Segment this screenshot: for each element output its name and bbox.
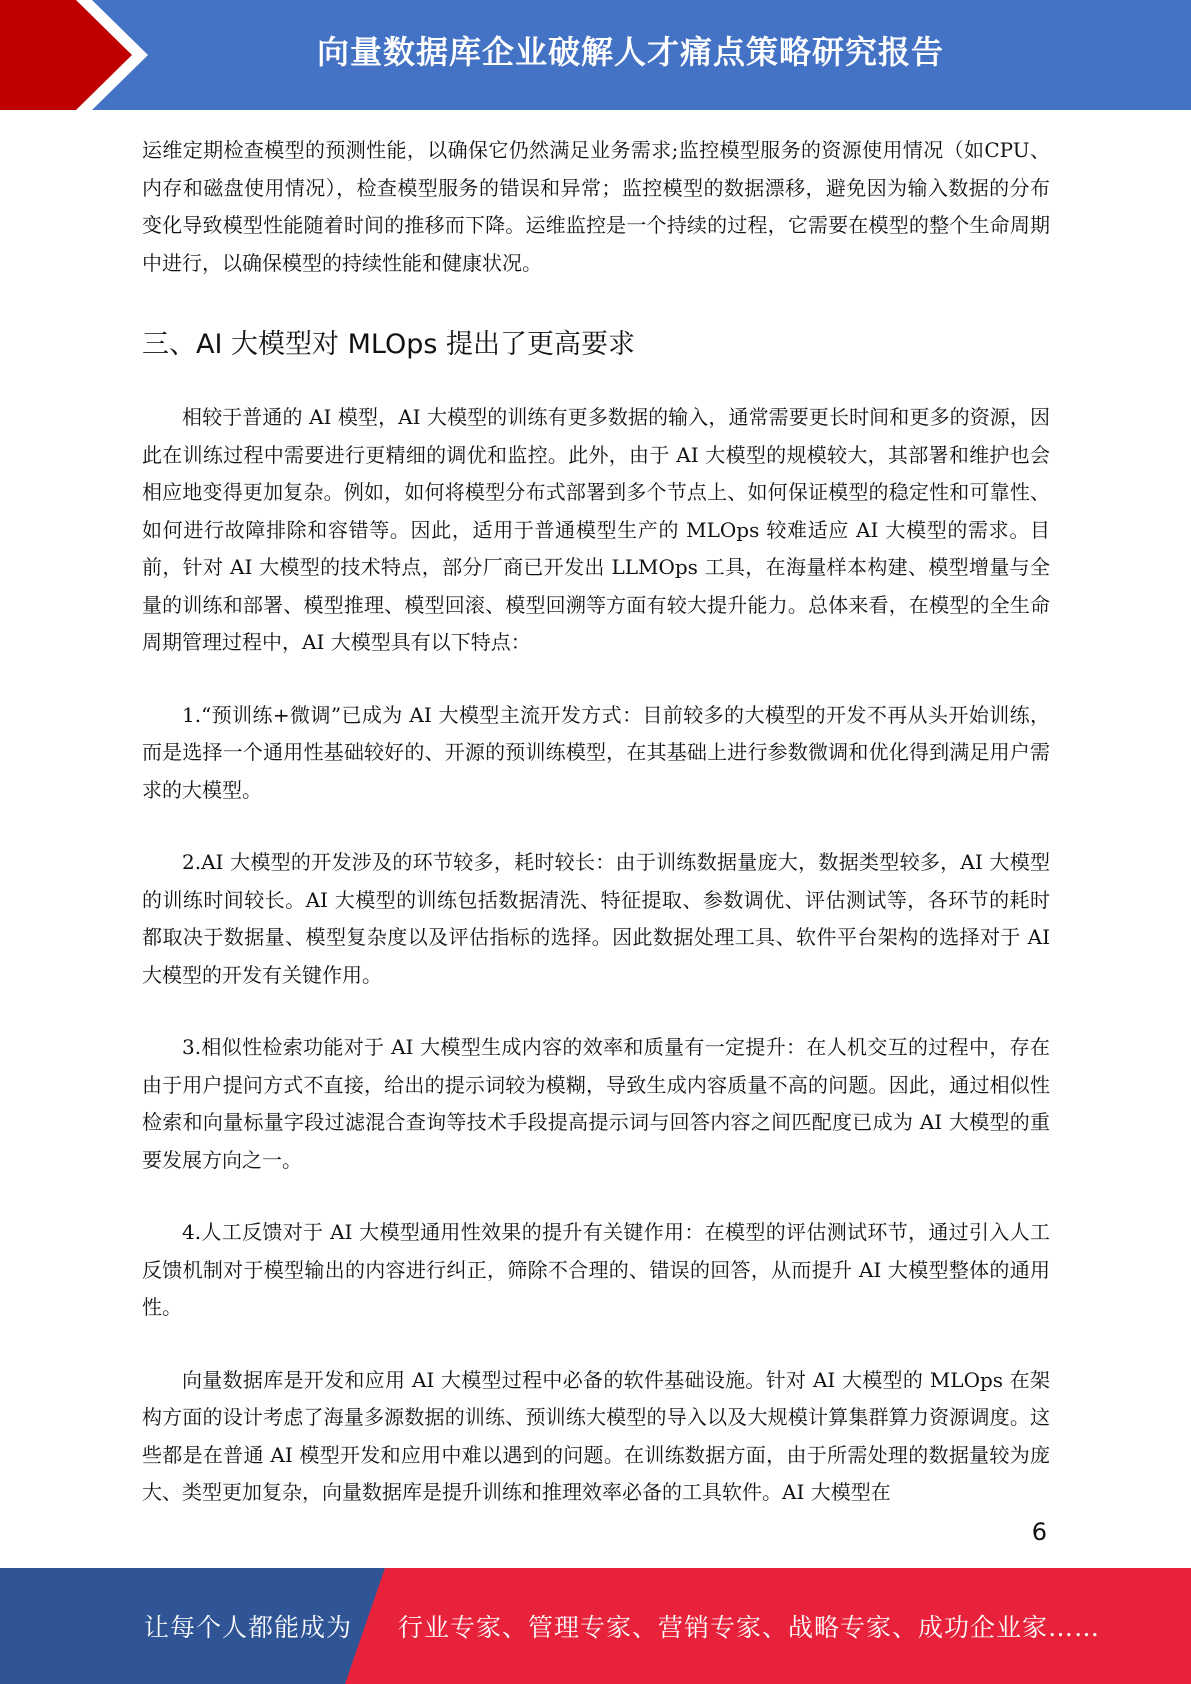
- report-title: 向量数据库企业破解人才痛点策略研究报告: [316, 33, 944, 71]
- section-heading: 三、AI 大模型对 MLOps 提出了更高要求: [142, 329, 636, 360]
- paragraph-point-4: 4.人工反馈对于 AI 大模型通用性效果的提升有关键作用：在模型的评估测试环节，通过引入人工反馈机制对于模型输出的内容进行纠正，筛除不合理的、错误的回答，从而提升 AI 大模型整体的通用性。: [142, 1220, 1050, 1319]
- page-footer: [0, 1568, 1191, 1684]
- footer-slogan-right: 行业专家、管理专家、营销专家、战略专家、成功企业家……: [398, 1613, 1101, 1642]
- paragraph-point-3: 3.相似性检索功能对于 AI 大模型生成内容的效率和质量有一定提升：在人机交互的过程中，存在由于用户提问方式不直接，给出的提示词较为模糊，导致生成内容质量不高的问题。因此，通过相似性检索和向量标量字段过滤混合查询等技术手段提高提示词与回答内容之间匹配度已成为 AI 大模型的重要发展方向之一。: [142, 1035, 1050, 1172]
- intro-paragraph: 运维定期检查模型的预测性能，以确保它仍然满足业务需求;监控模型服务的资源使用情况（如CPU、内存和磁盘使用情况），检查模型服务的错误和异常；监控模型的数据漂移，避免因为输入数据的分布变化导致模型性能随着时间的推移而下降。运维监控是一个持续的过程，它需要在模型的整个生命周期中进行，以确保模型的持续性能和健康状况。: [142, 138, 1050, 275]
- paragraph-vector-db: 向量数据库是开发和应用 AI 大模型过程中必备的软件基础设施。针对 AI 大模型的 MLOps 在架构方面的设计考虑了海量多源数据的训练、预训练大模型的导入以及大规模计算集群算力资源调度。这些都是在普通 AI 模型开发和应用中难以遇到的问题。在训练数据方面，由于所需处理的数据量较为庞大、类型更加复杂，向量数据库是提升训练和推理效率必备的工具软件。AI 大模型在: [142, 1367, 1050, 1504]
- footer-slogan-left: 让每个人都能成为: [144, 1613, 353, 1642]
- page-header: [0, 0, 1191, 110]
- paragraph-point-1: 1.“预训练+微调”已成为 AI 大模型主流开发方式：目前较多的大模型的开发不再从头开始训练，而是选择一个通用性基础较好的、开源的预训练模型，在其基础上进行参数微调和优化得到满足用户需求的大模型。: [142, 702, 1050, 802]
- document-body: [142, 132, 1050, 1512]
- paragraph-1: 相较于普通的 AI 模型，AI 大模型的训练有更多数据的输入，通常需要更长时间和更多的资源，因此在训练过程中需要进行更精细的调优和监控。此外，由于 AI 大模型的规模较大，其部署和维护也会相应地变得更加复杂。例如，如何将模型分布式部署到多个节点上、如何保证模型的稳定性和可靠性、如何进行故障排除和容错等。因此，适用于普通模型生产的 MLOps 较难适应 AI 大模型的需求。目前，针对 AI 大模型的技术特点，部分厂商已开发出 LLMOps 工具，在海量样本构建、模型增量与全量的训练和部署、模型推理、模型回滚、模型回溯等方面有较大提升能力。总体来看，在模型的全生命周期管理过程中，AI 大模型具有以下特点：: [142, 405, 1050, 654]
- page-number: 6: [1031, 1518, 1047, 1546]
- header-arrow-decoration: [0, 0, 160, 110]
- paragraph-point-2: 2.AI 大模型的开发涉及的环节较多，耗时较长：由于训练数据量庞大，数据类型较多，AI 大模型的训练时间较长。AI 大模型的训练包括数据清洗、特征提取、参数调优、评估测试等，各环节的耗时都取决于数据量、模型复杂度以及评估指标的选择。因此数据处理工具、软件平台架构的选择对于 AI 大模型的开发有关键作用。: [142, 850, 1050, 987]
